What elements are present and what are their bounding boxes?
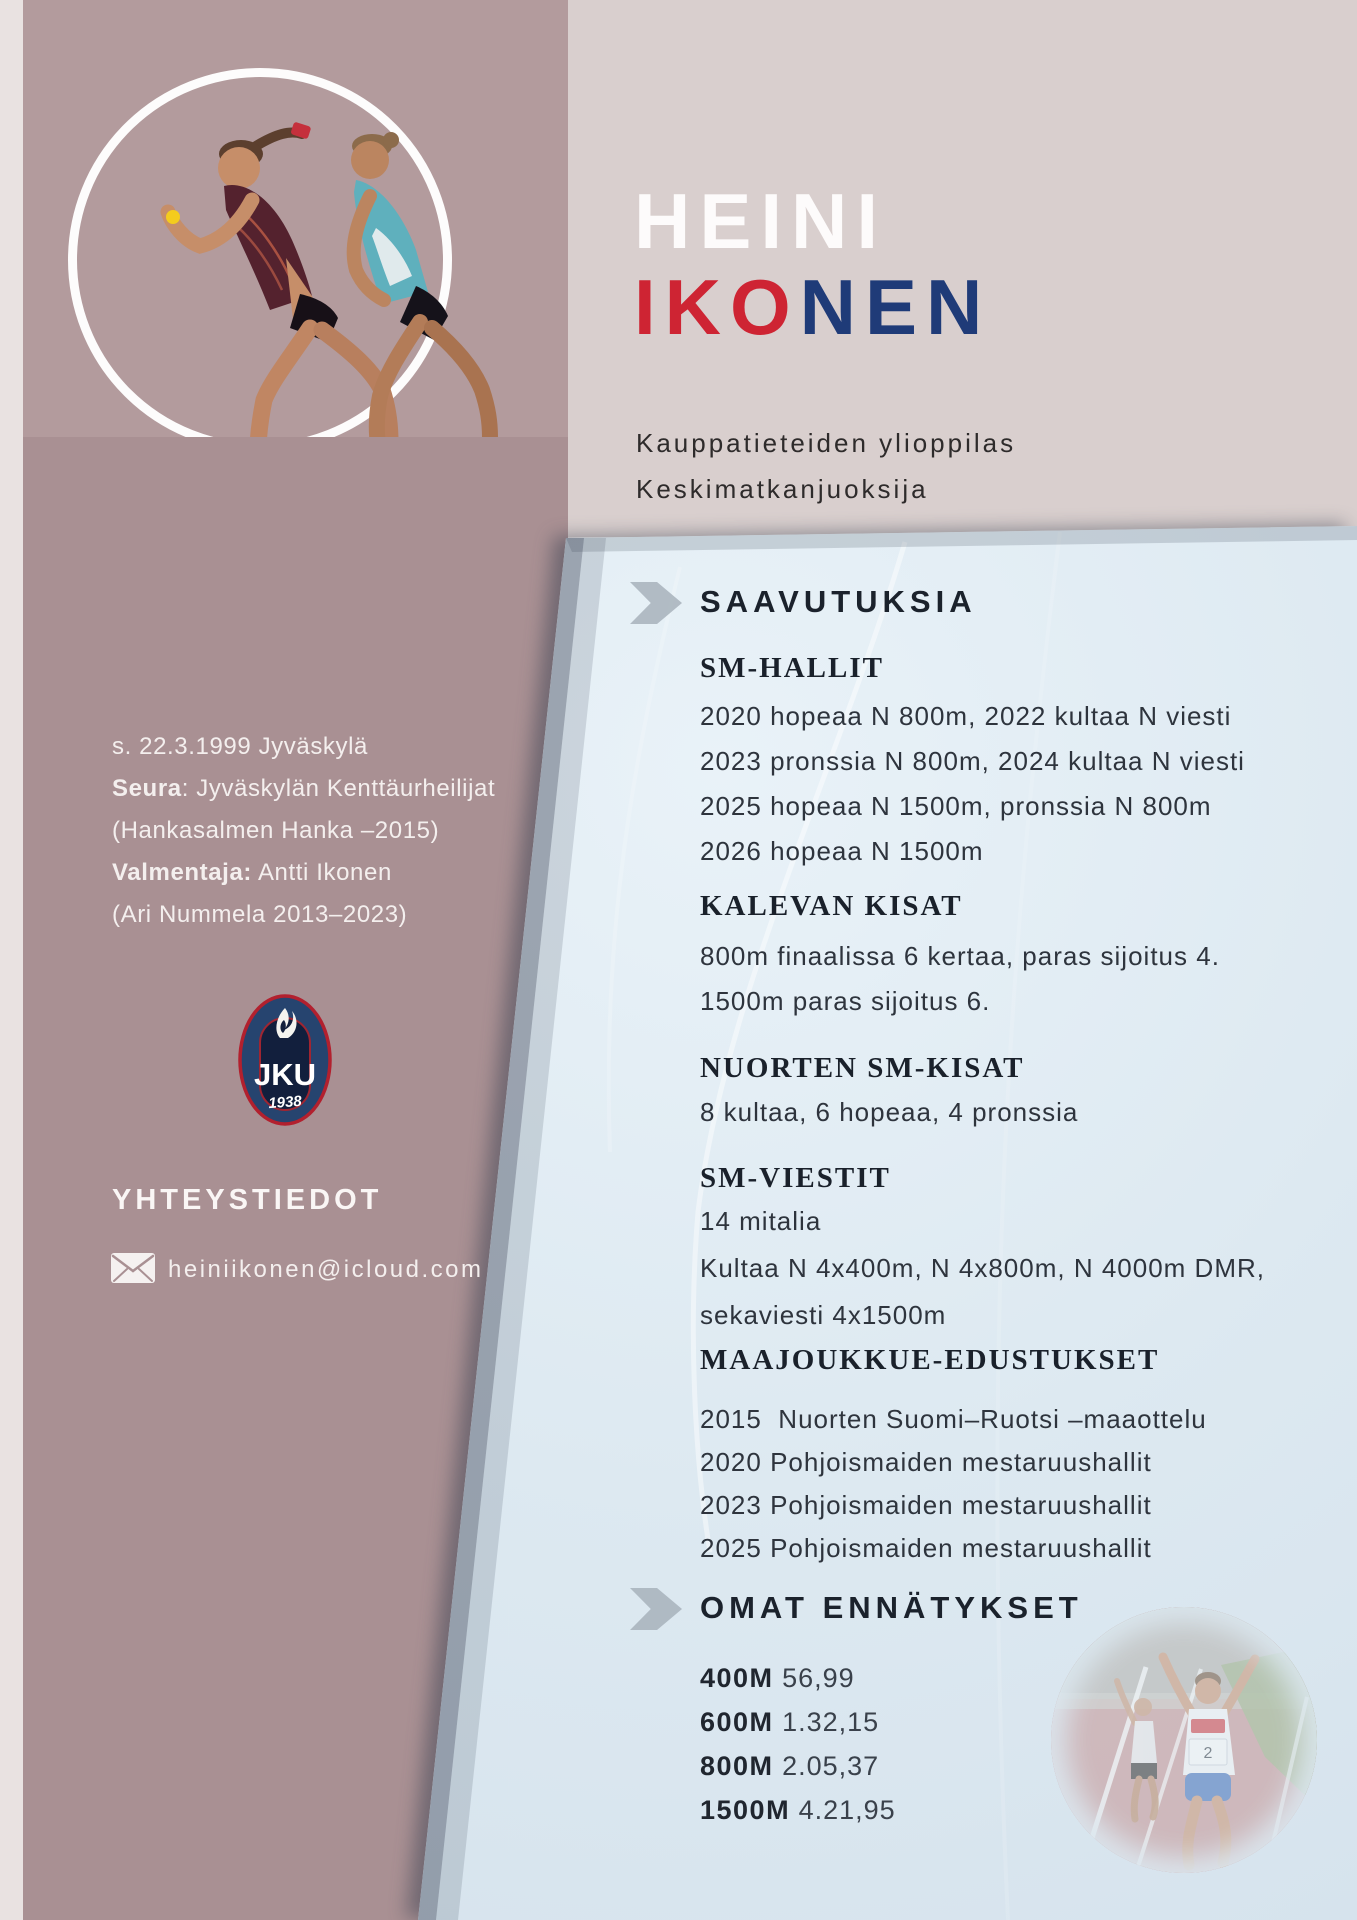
achievement-line: 8 kultaa, 6 hopeaa, 4 pronssia [700,1097,1079,1127]
finish-line-photo [1051,1607,1317,1873]
record-event: 600M [700,1707,774,1737]
section-lines-sm-viestit [700,1198,1265,1339]
coach-line [112,852,495,894]
subtitle-discipline: Keskimatkanjuoksija [636,474,929,504]
section-lines-maajoukkue [700,1398,1207,1570]
envelope-icon [110,1252,156,1284]
achievement-line: 2023 Pohjoismaiden mestaruushallit [700,1490,1152,1520]
achievements-heading: SAAVUTUKSIA [700,584,977,619]
achievement-line: 2026 hopeaa N 1500m [700,836,984,866]
records-heading: OMAT ENNÄTYKSET [700,1590,1083,1625]
name-last-blue: NEN [799,263,992,351]
club-value: : Jyväskylän Kenttäurheilijat [181,775,496,802]
achievement-line: 800m finaalissa 6 kertaa, paras sijoitus 4. [700,941,1220,971]
record-time: 2.05,37 [782,1751,880,1781]
coach-value: Antti Ikonen [252,859,392,886]
club-logo-year: 1938 [267,1092,303,1113]
achievement-line: 2020 Pohjoismaiden mestaruushallit [700,1447,1152,1477]
contact-heading: YHTEYSTIEDOT [112,1184,383,1216]
record-row [700,1700,896,1744]
achievement-line: 2023 pronssia N 800m, 2024 kultaa N viesti [700,746,1245,776]
club-logo-jku [237,990,333,1130]
achievement-line: 14 mitalia [700,1206,822,1236]
record-event: 1500M [700,1795,791,1825]
photo-tint-overlay [1051,1607,1317,1873]
section-lines-sm-hallit [700,694,1245,874]
section-title-nuorten-sm: NUORTEN SM-KISAT [700,1052,1025,1084]
section-lines-kalevan-kisat [700,934,1220,1024]
section-title-sm-hallit: SM-HALLIT [700,652,884,684]
achievement-line: 1500m paras sijoitus 6. [700,986,991,1016]
achievement-line: Kultaa N 4x400m, N 4x800m, N 4000m DMR, [700,1253,1265,1283]
chevron-right-icon [630,1588,682,1630]
club-line [112,768,495,810]
name-last-red: IKO [634,263,800,351]
achievement-line: 2020 hopeaa N 800m, 2022 kultaa N viesti [700,701,1232,731]
section-title-sm-viestit: SM-VIESTIT [700,1162,891,1194]
subtitle-studies: Kauppatieteiden ylioppilas [636,428,1017,458]
achievement-line: 2025 Pohjoismaiden mestaruushallit [700,1533,1152,1563]
section-title-kalevan-kisat: KALEVAN KISAT [700,890,963,922]
record-event: 400M [700,1663,774,1693]
coach-previous-line: (Ari Nummela 2013–2023) [112,901,408,928]
achievement-line: 2015 Nuorten Suomi–Ruotsi –maaottelu [700,1404,1207,1434]
section-title-maajoukkue: MAAJOUKKUE-EDUSTUKSET [700,1344,1160,1376]
personal-records [700,1656,896,1832]
email-address[interactable]: heiniikonen@icloud.com [168,1256,484,1283]
personal-info [112,726,495,936]
bib-number: 2 [1203,1745,1213,1762]
record-time: 56,99 [782,1663,855,1693]
name-first: HEINI [634,177,888,265]
record-row [700,1788,896,1832]
section-lines-nuorten-sm [700,1090,1078,1135]
club-label: Seura [112,775,182,802]
record-row [700,1744,896,1788]
achievement-line: sekaviesti 4x1500m [700,1300,947,1330]
record-event: 800M [700,1751,774,1781]
achievement-line: 2025 hopeaa N 1500m, pronssia N 800m [700,791,1212,821]
record-time: 1.32,15 [782,1707,880,1737]
record-time: 4.21,95 [798,1795,896,1825]
chevron-right-icon [630,582,682,624]
record-row [700,1656,896,1700]
club-logo-text: JKU [253,1057,317,1092]
birth-line: s. 22.3.1999 Jyväskylä [112,733,369,760]
club-previous-line: (Hankasalmen Hanka –2015) [112,817,440,844]
coach-label: Valmentaja: [112,859,252,886]
